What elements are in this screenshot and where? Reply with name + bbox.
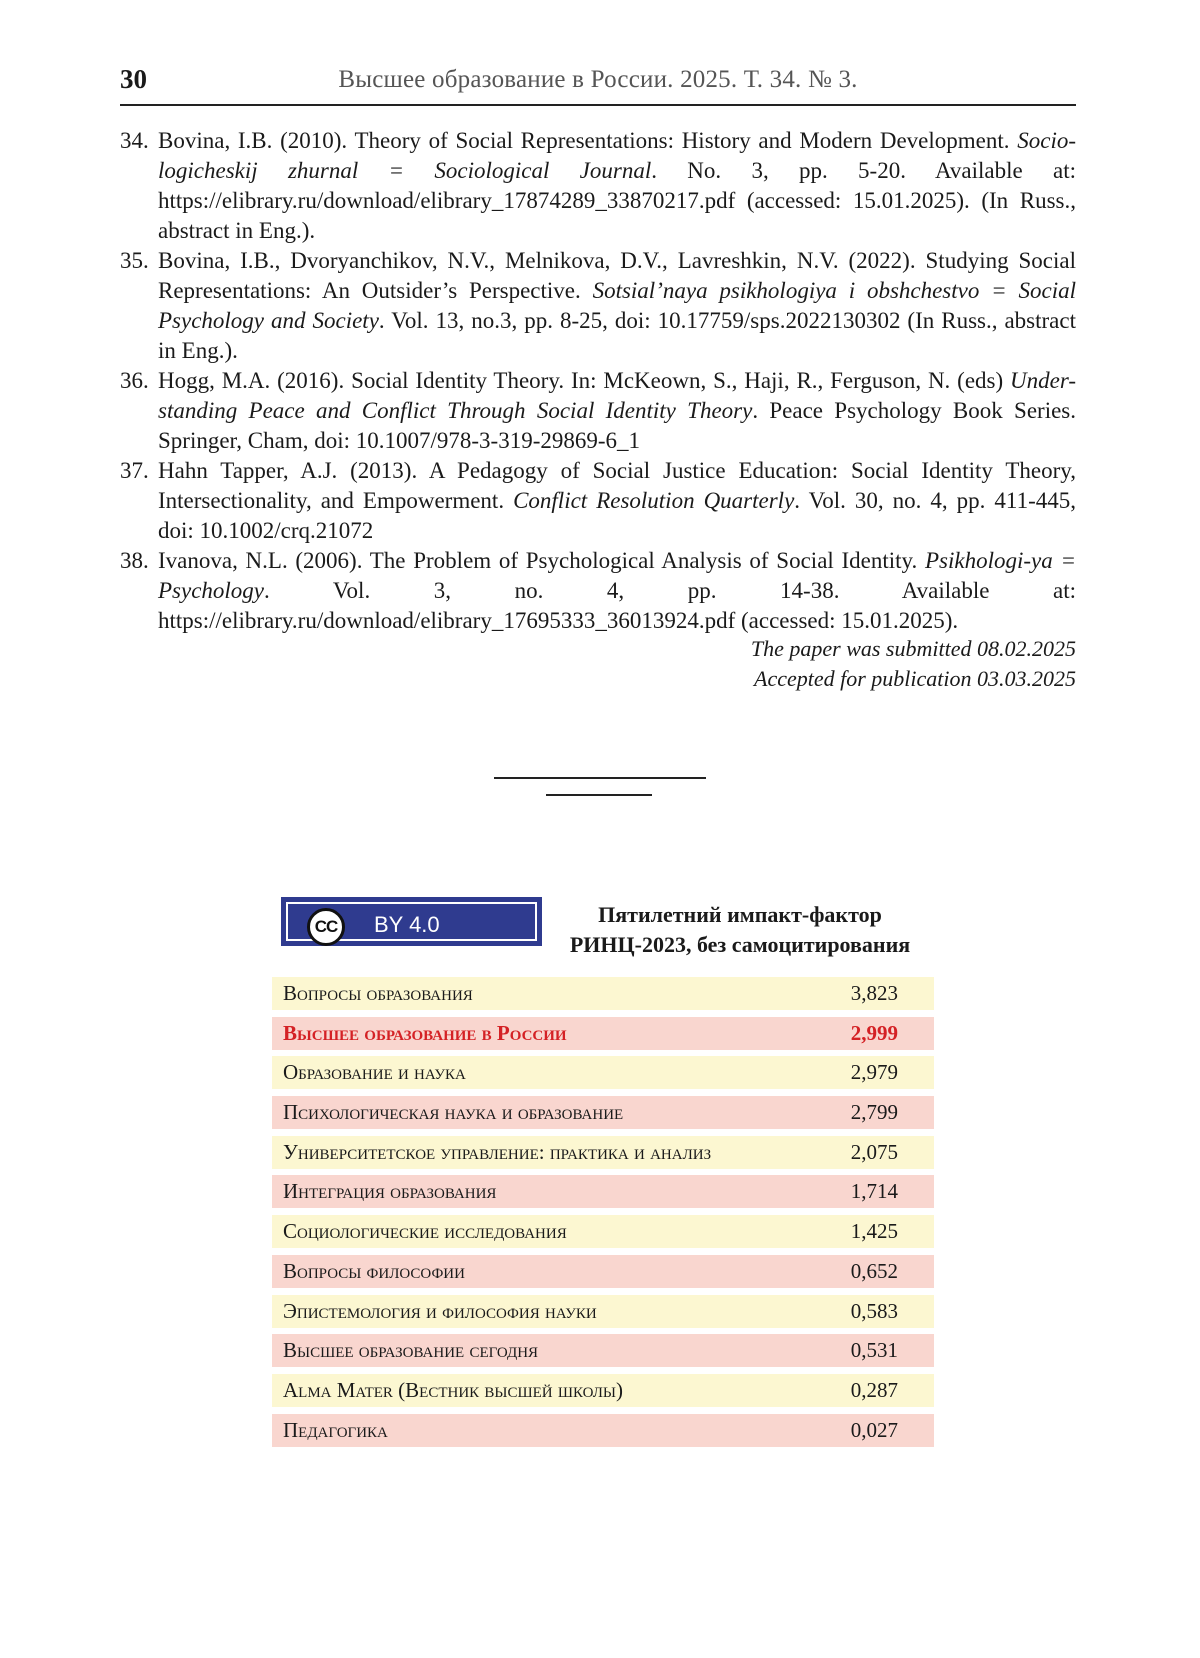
reference-text: Hahn Tapper, A.J. (2013). A Pedagogy of Social Justice Education: Social Identity Theory, Intersectionality, and Empowerment. (158, 458, 1076, 513)
running-title: Высшее образование в России. 2025. Т. 34. № 3. (338, 66, 858, 93)
reference-text: Ivanova, N.L. (2006). The Problem of Psychological Analysis of Social Identity. (158, 548, 925, 573)
reference-text: Bovina, I.B. (2010). Theory of Social Representations: History and Modern Development. (158, 128, 1018, 153)
impact-value: 1,714 (850, 1179, 898, 1204)
reference-item (120, 246, 1076, 366)
reference-text: . Peace Psychology Book Series. Springer, Cham, doi: 10.1007/978-3-319-29869-6_1 (158, 398, 1076, 453)
table-row (272, 1334, 934, 1367)
journal-name: Интеграция образования (283, 1179, 497, 1204)
header-rule (120, 104, 1076, 106)
impact-value: 2,979 (850, 1060, 898, 1085)
journal-name: Психологическая наука и образование (283, 1100, 624, 1125)
reference-item (120, 126, 1076, 246)
journal-name: Высшее образование в России (283, 1020, 567, 1045)
journal-name: Вопросы образования (283, 981, 473, 1005)
table-row (272, 1374, 934, 1407)
end-rule-long (494, 777, 706, 779)
journal-name: Alma Mater (Вестник высшей школы) (283, 1377, 623, 1402)
reference-text: . Vol. 30, no. 4, pp. 411-445, doi: 10.1002/crq.21072 (158, 488, 1076, 543)
reference-item (120, 546, 1076, 636)
journal-name: Вопросы философии (283, 1258, 465, 1283)
reference-item (120, 366, 1076, 456)
reference-text: . No. 3, pp. 5-20. Available at: https://elibrary.ru/download/elibrary_17874289_33870217.pdf (accessed: 15.01.2025). (In Russ., abstract in Eng.). (158, 158, 1077, 243)
reference-text: Hogg, M.A. (2016). Social Identity Theory. In: McKeown, S., Haji, R., Ferguson, N. (eds) (158, 368, 1011, 393)
impact-value: 2,799 (850, 1100, 898, 1125)
journal-name: Высшее образование сегодня (283, 1338, 539, 1363)
reference-number: 37. (120, 458, 149, 483)
journal-name: Университетское управление: практика и анализ (283, 1139, 712, 1164)
table-row (272, 1414, 934, 1447)
reference-journal: Socio-logicheskij zhurnal = Sociological Journal (158, 128, 1076, 183)
reference-number: 35. (120, 248, 149, 273)
impact-factor-table (272, 977, 934, 1453)
impact-value: 0,287 (850, 1377, 898, 1402)
table-row (272, 1136, 934, 1169)
impact-factor-title (560, 900, 920, 960)
table-row (272, 1175, 934, 1208)
reference-list (120, 126, 1076, 636)
reference-item (120, 456, 1076, 546)
impact-value: 1,425 (850, 1219, 898, 1244)
impact-value: 0,583 (850, 1298, 898, 1323)
reference-number: 36. (120, 368, 149, 393)
impact-value: 2,999 (850, 1020, 898, 1045)
submission-dates (751, 634, 1076, 694)
journal-name: Образование и наука (283, 1060, 466, 1085)
badge-frame (286, 902, 537, 941)
impact-value: 0,027 (850, 1417, 898, 1442)
table-row (272, 1096, 934, 1129)
reference-number: 34. (120, 128, 149, 153)
page-number: 30 (120, 64, 147, 94)
table-row (272, 1056, 934, 1089)
table-row (272, 977, 934, 1010)
impact-value: 3,823 (850, 981, 898, 1005)
reference-journal: Sotsial’naya psikhologiya i obshchestvo = Social Psychology and Society (158, 278, 1077, 333)
reference-journal: Psikhologi-ya = Psychology (158, 548, 1076, 603)
table-row (272, 1295, 934, 1328)
cc-icon: CC (307, 908, 345, 946)
submitted-date: The paper was submitted 08.02.2025 (750, 636, 1076, 661)
end-rule-short (546, 794, 652, 796)
reference-book-title: Under-standing Peace and Conflict Through Social Identity Theory (158, 368, 1076, 423)
journal-name: Социологические исследования (283, 1219, 567, 1244)
table-row (272, 1255, 934, 1288)
impact-value: 0,531 (850, 1338, 898, 1363)
cc-license-badge (281, 897, 542, 946)
page-header (120, 56, 1076, 106)
table-row (272, 1215, 934, 1248)
impact-factor-title-line2: РИНЦ-2023, без самоцитирования (569, 932, 911, 957)
table-row (272, 1017, 934, 1050)
reference-journal: Conflict Resolution Quarterly (513, 488, 795, 513)
reference-text: . Vol. 3, no. 4, pp. 14-38. Available at: https://elibrary.ru/download/elibrary_17695333_36013924.pdf (accessed: 15.01.2025). (158, 578, 1076, 633)
impact-value: 2,075 (850, 1139, 898, 1164)
reference-text: Bovina, I.B., Dvoryanchikov, N.V., Melnikova, D.V., Lavreshkin, N.V. (2022). Studying Social Representations: An Outsider’s Perspective. (158, 248, 1076, 303)
license-text: BY 4.0 (374, 912, 440, 937)
reference-number: 38. (120, 548, 149, 573)
reference-text: . Vol. 13, no.3, pp. 8-25, doi: 10.17759/sps.2022130302 (In Russ., abstract in Eng.). (158, 308, 1076, 363)
impact-value: 0,652 (850, 1258, 898, 1283)
journal-name: Педагогика (283, 1417, 388, 1442)
accepted-date: Accepted for publication 03.03.2025 (754, 666, 1076, 691)
impact-factor-title-line1: Пятилетний импакт-фактор (598, 902, 882, 927)
journal-name: Эпистемология и философия науки (283, 1298, 597, 1323)
